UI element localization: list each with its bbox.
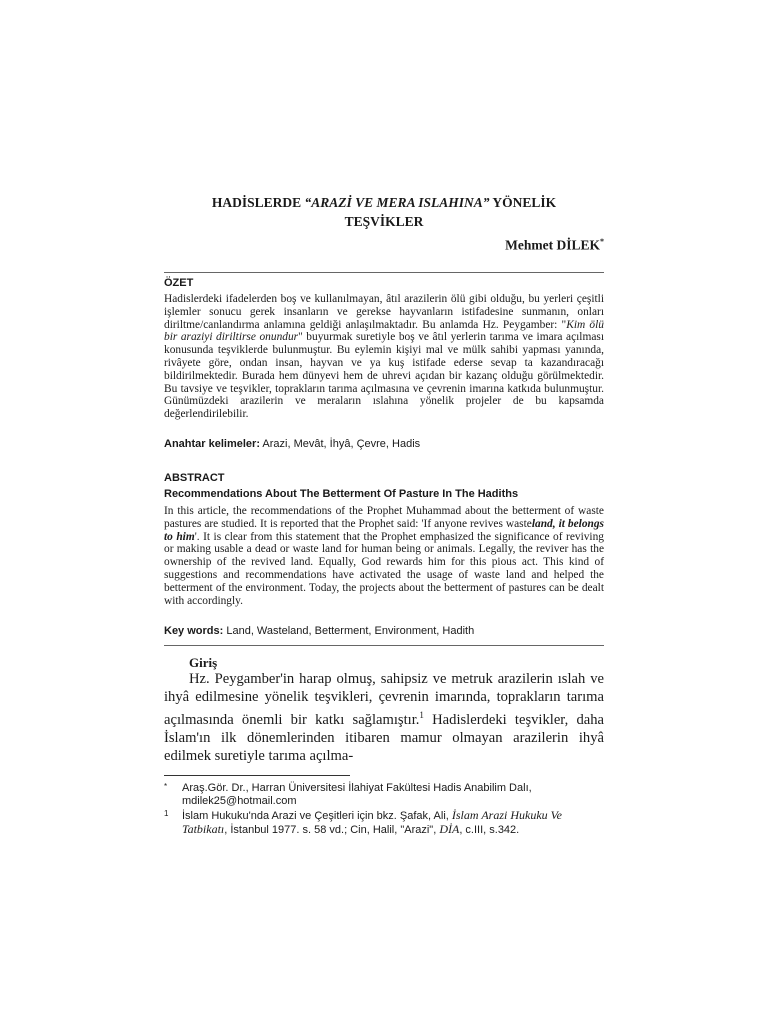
ozet-heading: ÖZET bbox=[164, 277, 194, 289]
abstract-keywords bbox=[164, 625, 604, 637]
footnote-source: DİA bbox=[439, 822, 460, 836]
ozet-text-after: " buyurmak suretiyle boş ve âtıl yerlerin tarıma ve imara açılması konusunda teşviklerde bulunmuştur. Bu eylemin kişiyi mal ve mülk sahibi yapması yanında, rivâyete göre, ondan insan, hayvan ve ya kuş istifade ederse sevap ta kazandıracağı bildirilmektedir. Burada hem dünyevi hem de uhrevi açıdan bir kazanç olduğu görülmektedir. Bu tavsiye ve teşvikler, toprakların tarıma açılmasına ve çevrenin imarına katkıda bulunmuştur. Günümüzdeki arazilerin ve meraların ıslahına yönelik projeler de bu kapsamda değerlendirilebilir. bbox=[164, 331, 604, 421]
ozet-keywords-values: Arazi, Mevât, İhyâ, Çevre, Hadis bbox=[259, 438, 421, 450]
title-part2: YÖNELİK bbox=[489, 195, 557, 210]
ozet-text bbox=[164, 293, 604, 421]
footnote-text: Araş.Gör. Dr., Harran Üniversitesi İlahiyat Fakültesi Hadis Anabilim Dalı, mdilek25@hotmail.com bbox=[182, 782, 532, 807]
footnote-text-mid: , İstanbul 1977. s. 58 vd.; Cin, Halil, "Arazi", bbox=[224, 824, 440, 836]
ozet-keywords-label: Anahtar kelimeler: bbox=[164, 438, 260, 450]
footnote-author bbox=[164, 782, 604, 808]
footnote-text-before: İslam Hukuku'nda Arazi ve Çeşitleri için bkz. Şafak, Ali, bbox=[182, 810, 452, 822]
intro-text bbox=[164, 670, 604, 765]
footnote-separator bbox=[164, 775, 350, 776]
abstract-keywords-label: Key words: bbox=[164, 625, 224, 637]
footnote-1 bbox=[164, 809, 604, 837]
abstract-text-after: '. It is clear from this statement that the Prophet emphasized the significance of reviving or making usable a dead or waste land for human being or animals. Legally, the reviver has the ownership of the revived land. Equally, God rewards him for this pious act. This kind of suggestions and recommendations have activated the usage of waste land and helped the betterment of the environment. Today, the projects about the betterment of pastures can be dealt with accordingly. bbox=[164, 530, 604, 607]
intro-text-part2: Hadislerdeki teşvikler, daha İslam'ın ilk dönemlerinden itibaren mamur olmayan arazilerin ihyâ edilmek suretiyle tarıma açılma- bbox=[164, 711, 605, 764]
footnote-ref-1: 1 bbox=[419, 710, 424, 720]
ozet-text-before: Hadislerdeki ifadelerden boş ve kullanılmayan, âtıl arazilerin ölü gibi olduğu, bu yerleri çeşitli işlemler sonucu gerek insanların ve gerekse hayvanların istifadesine sunmanın, onları diriltme/canlandırma anlamına geldiği anlaşılmaktadır. Bu anlamda Hz. Peygamber: " bbox=[164, 293, 604, 331]
author-name: Mehmet DİLEK bbox=[505, 237, 600, 253]
footnote-mark: * bbox=[164, 782, 168, 791]
divider-top bbox=[164, 272, 604, 273]
author bbox=[505, 237, 604, 254]
ozet-keywords bbox=[164, 438, 604, 450]
abstract-subtitle: Recommendations About The Betterment Of Pasture In The Hadiths bbox=[164, 488, 519, 500]
intro-text-part1: Hz. Peygamber'in harap olmuş, sahipsiz ve metruk arazilerin ıslah ve ihyâ edilmesine yönelik teşvikleri, çevrenin imarında, toprakların tarıma açılmasında önemli bir katkı sağlamıştır. bbox=[164, 671, 604, 728]
abstract-text-before: In this article, the recommendations of the Prophet Muhammad about the betterment of waste pastures are studied. It is reported that the Prophet said: 'If anyone revives waste bbox=[164, 505, 604, 530]
title-italic: “ARAZİ VE MERA ISLAHINA” bbox=[304, 195, 490, 210]
title-part1: HADİSLERDE bbox=[211, 195, 305, 210]
abstract-quote: land, it belongs to him bbox=[164, 517, 604, 543]
footnote-text bbox=[182, 809, 604, 837]
abstract-heading: ABSTRACT bbox=[164, 472, 225, 484]
title-line2: TEŞVİKLER bbox=[344, 214, 424, 229]
ozet-quote: Kim ölü bir araziyi diriltirse onundur bbox=[164, 318, 604, 344]
paper-title bbox=[164, 193, 604, 231]
intro-heading: Giriş bbox=[189, 655, 218, 670]
footnote-mark: 1 bbox=[164, 809, 169, 818]
footnote-text-after: , c.III, s.342. bbox=[459, 824, 520, 836]
abstract-text bbox=[164, 505, 604, 607]
divider-bottom bbox=[164, 645, 604, 646]
abstract-keywords-values: Land, Wasteland, Betterment, Environment, Hadith bbox=[223, 625, 475, 637]
footnote-book-title: İslam Arazi Hukuku Ve Tatbikatı bbox=[182, 808, 562, 836]
author-footnote-mark: * bbox=[600, 237, 604, 246]
